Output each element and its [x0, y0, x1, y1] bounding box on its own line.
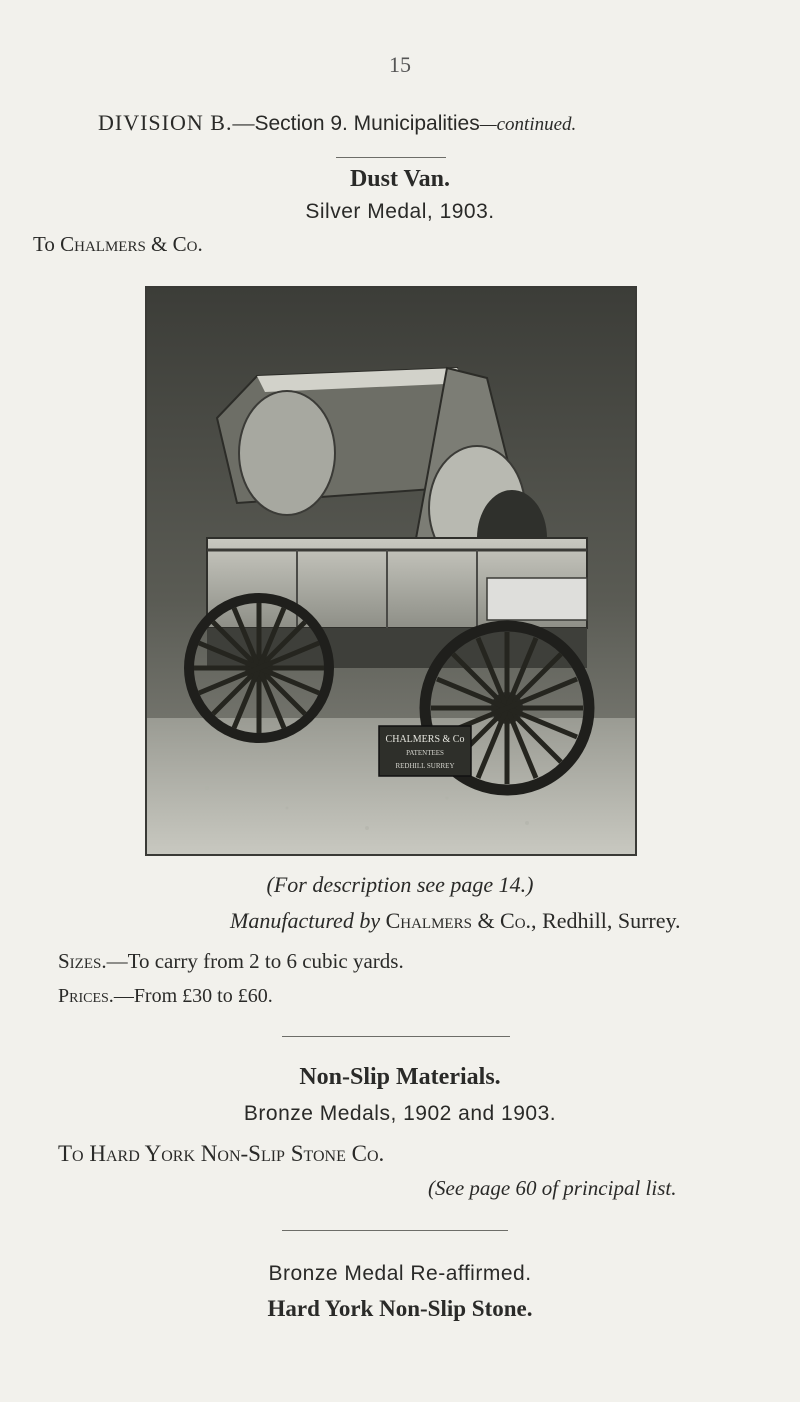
sizes-text: —To carry from 2 to 6 cubic yards.	[106, 949, 404, 973]
division-header	[98, 110, 576, 136]
sizes-label: Sizes.	[58, 949, 107, 973]
sign-line-3: REDHILL SURREY	[395, 762, 455, 770]
recipient-name: Chalmers & Co.	[60, 232, 203, 256]
dust-van-medal: Silver Medal, 1903.	[305, 200, 495, 223]
manufacturer-name: Chalmers & Co.,	[385, 908, 537, 933]
see-page-note: (See page 60 of principal list.	[428, 1176, 677, 1200]
non-slip-medal: Bronze Medals, 1902 and 1903.	[243, 1102, 557, 1125]
sizes-line	[58, 949, 404, 974]
dust-van-photograph	[145, 286, 637, 856]
section-title: Section 9. Municipalities	[254, 112, 480, 135]
divider	[336, 157, 446, 158]
non-slip-title: Non-Slip Materials.	[299, 1064, 501, 1090]
reaffirmed-medal: Bronze Medal Re-affirmed.	[268, 1262, 532, 1285]
dust-van-illustration	[147, 288, 635, 854]
prices-label: Prices.	[58, 985, 114, 1007]
manufacturer-location: Redhill, Surrey.	[542, 908, 681, 933]
dust-van-title: Dust Van.	[349, 166, 451, 192]
page-number: 15	[389, 52, 411, 77]
prices-line	[58, 985, 273, 1008]
header-dash: —	[232, 110, 255, 135]
prices-text: —From £30 to £60.	[113, 985, 273, 1007]
dust-van-recipient	[33, 232, 203, 257]
divider	[282, 1230, 508, 1231]
continued-label: —continued.	[479, 114, 577, 135]
manufacturer-line	[230, 908, 681, 934]
non-slip-recipient: To Hard York Non-Slip Stone Co.	[58, 1141, 385, 1166]
recipient-prefix: To	[33, 232, 61, 256]
manufactured-by-label: Manufactured by	[230, 908, 381, 933]
photo-caption: (For description see page 14.)	[266, 872, 534, 897]
division-label: DIVISION B.	[98, 110, 233, 135]
sign-line-2: PATENTEES	[406, 749, 444, 757]
divider	[282, 1036, 510, 1037]
reaffirmed-title: Hard York Non-Slip Stone.	[267, 1296, 533, 1321]
sign-line-1: CHALMERS & Co	[385, 734, 465, 745]
